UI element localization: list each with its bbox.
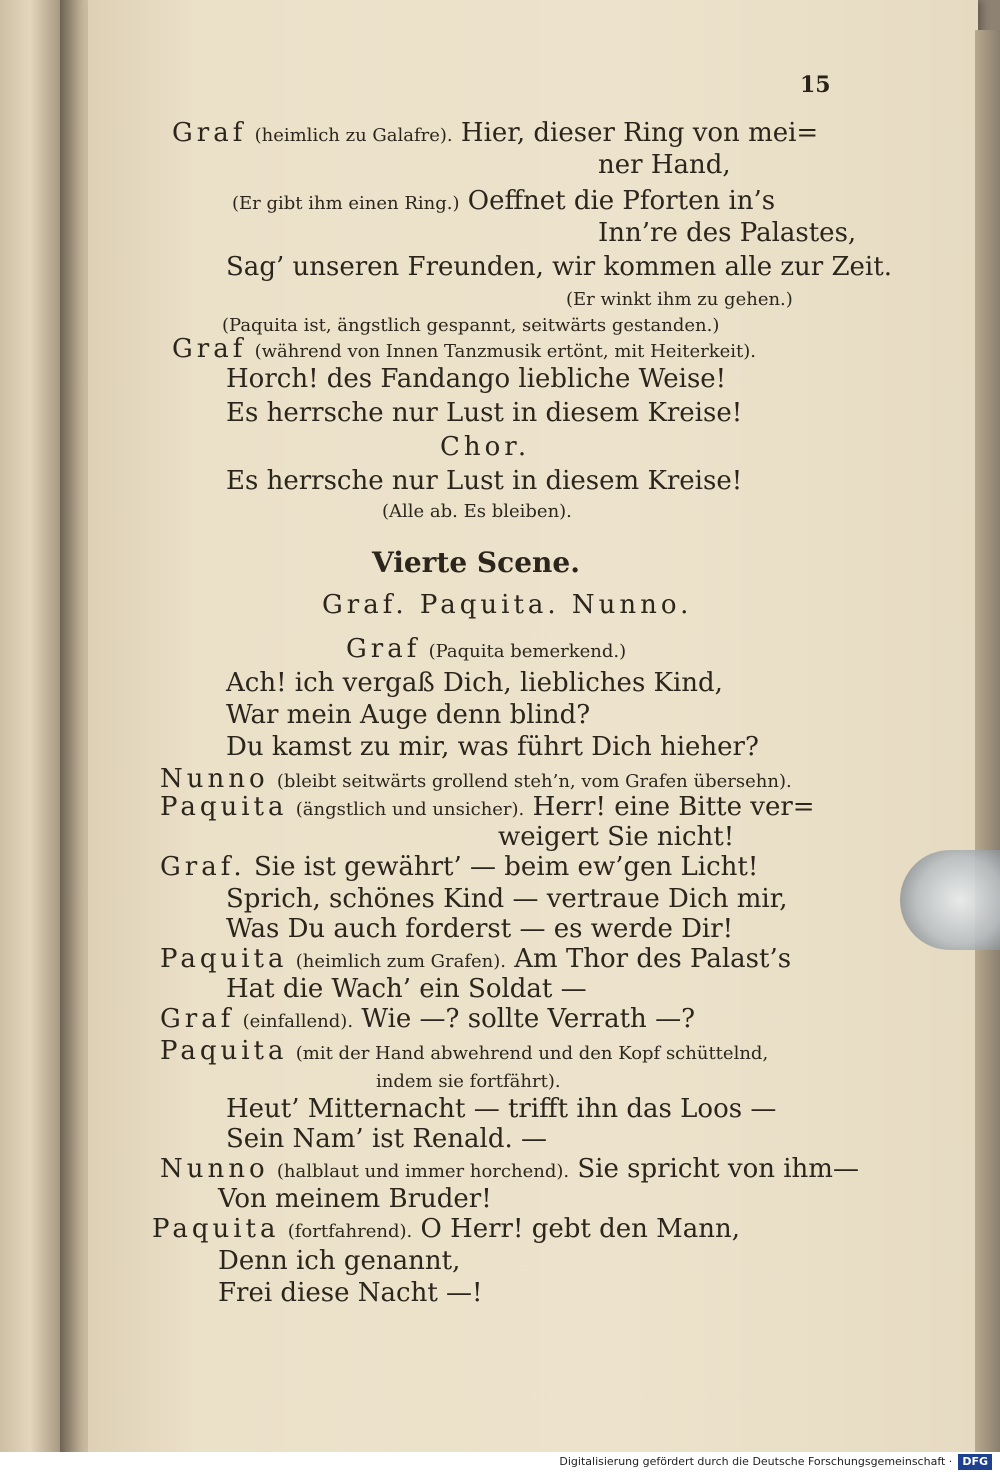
- text-line: [218, 1246, 460, 1276]
- stage-direction: (ängstlich und unsicher).: [295, 799, 525, 820]
- stage-direction: (halblaut und immer horchend).: [276, 1161, 570, 1182]
- stage-direction: (Er winkt ihm zu gehen.): [566, 289, 793, 310]
- verse-text: O Herr! gebt den Mann,: [420, 1214, 740, 1244]
- text-line: [160, 792, 815, 825]
- text-line: [226, 884, 788, 914]
- text-line: [160, 944, 791, 977]
- speaker-name: Paquita: [160, 1036, 288, 1066]
- verse-text: Inn’re des Palastes,: [598, 218, 857, 248]
- speaker-name: Paquita: [160, 792, 288, 822]
- text-line: [160, 852, 758, 882]
- verse-text: War mein Auge denn blind?: [226, 700, 591, 730]
- text-line: [226, 466, 742, 496]
- text-line: [346, 634, 626, 667]
- speaker-name: Graf: [160, 1004, 235, 1034]
- verse-text: Sie spricht von ihm—: [577, 1154, 859, 1184]
- page-edge-stack: [975, 30, 1000, 1452]
- verse-text: Denn ich genannt,: [218, 1246, 461, 1276]
- verse-text: Hier, dieser Ring von mei=: [460, 118, 819, 148]
- verse-text: Sein Nam’ ist Renald. —: [226, 1124, 548, 1154]
- verse-text: Oeffnet die Pforten in’s: [467, 186, 776, 216]
- text-line: [440, 432, 530, 462]
- page-clip: [900, 850, 1000, 950]
- text-line: [218, 1278, 483, 1308]
- verse-text: Sie ist gewährt’ — beim ew’gen Licht!: [253, 852, 759, 882]
- stage-direction: (Paquita ist, ängstlich gespannt, seitwärts gestanden.): [222, 315, 720, 336]
- text-line: [498, 822, 734, 852]
- text-line: [226, 914, 733, 944]
- speaker-name: Graf: [172, 118, 247, 148]
- speaker-name: Nunno: [160, 1154, 269, 1184]
- speaker-name: Chor.: [440, 432, 531, 462]
- stage-direction: (Paquita bemerkend.): [428, 641, 627, 662]
- verse-text: Es herrsche nur Lust in diesem Kreise!: [226, 466, 743, 496]
- text-line: [376, 1064, 561, 1097]
- scene-heading: [372, 548, 580, 578]
- verse-text: Frei diese Nacht —!: [218, 1278, 483, 1308]
- text-line: [172, 334, 756, 367]
- verse-text: Von meinem Bruder!: [218, 1184, 492, 1214]
- text-line: [226, 398, 742, 428]
- verse-text: Hat die Wach’ ein Soldat —: [226, 974, 587, 1004]
- footer-text: Digitalisierung gefördert durch die Deutsche Forschungsgemeinschaft ·: [559, 1455, 953, 1468]
- stage-direction: (heimlich zum Grafen).: [295, 951, 506, 972]
- page-number: 15: [800, 72, 831, 98]
- verse-text: Heut’ Mitternacht — trifft ihn das Loos —: [226, 1094, 777, 1124]
- text-line: [152, 1214, 740, 1247]
- text-line: [322, 590, 692, 620]
- verse-text: Es herrsche nur Lust in diesem Kreise!: [226, 398, 743, 428]
- text-line: [226, 700, 590, 730]
- text-line: [226, 732, 759, 762]
- text-line: [226, 1094, 776, 1124]
- verse-text: ner Hand,: [598, 150, 731, 180]
- dfg-logo: DFG: [958, 1454, 992, 1470]
- text-line: [160, 1004, 695, 1037]
- stage-direction: (mit der Hand abwehrend und den Kopf schüttelnd,: [295, 1043, 769, 1064]
- text-line: [226, 1124, 547, 1154]
- stage-direction: (bleibt seitwärts grollend steh’n, vom Grafen übersehn).: [276, 771, 792, 792]
- speaker-name: Nunno: [160, 764, 269, 794]
- stage-direction: (einfallend).: [242, 1011, 354, 1032]
- verse-text: Wie —? sollte Verrath —?: [361, 1004, 696, 1034]
- verse-text: Sag’ unseren Freunden, wir kommen alle zur Zeit.: [226, 252, 892, 282]
- stage-direction: indem sie fortfährt).: [376, 1071, 561, 1092]
- speaker-name: Graf: [346, 634, 421, 664]
- stage-direction: (fortfahrend).: [287, 1221, 413, 1242]
- text-line: [218, 1184, 492, 1214]
- text-line: [232, 186, 775, 219]
- verse-text: weigert Sie nicht!: [498, 822, 735, 852]
- text-line: [226, 668, 723, 698]
- verse-text: Horch! des Fandango liebliche Weise!: [226, 364, 727, 394]
- book-gutter: [60, 0, 90, 1452]
- verse-text: Du kamst zu mir, was führt Dich hieher?: [226, 732, 759, 762]
- text-line: [598, 218, 856, 248]
- speaker-name: Graf.: [160, 852, 246, 882]
- text-line: [598, 150, 731, 180]
- speaker-name: Paquita: [160, 944, 288, 974]
- text-line: [172, 118, 818, 151]
- verse-text: Sprich, schönes Kind — vertraue Dich mir,: [226, 884, 788, 914]
- verse-text: Was Du auch forderst — es werde Dir!: [226, 914, 734, 944]
- text-line: [382, 494, 572, 527]
- text-line: [226, 252, 892, 282]
- verse-text: Ach! ich vergaß Dich, liebliches Kind,: [226, 668, 723, 698]
- stage-direction: (heimlich zu Galafre).: [254, 125, 453, 146]
- stage-direction: (Er gibt ihm einen Ring.): [232, 193, 460, 214]
- speaker-name: Paquita: [152, 1214, 280, 1244]
- digitization-footer: [0, 1452, 1000, 1472]
- text-line: [160, 1154, 859, 1187]
- speaker-name: Graf: [172, 334, 247, 364]
- speaker-name: Graf. Paquita. Nunno.: [322, 590, 693, 620]
- stage-direction: (Alle ab. Es bleiben).: [382, 501, 572, 522]
- verse-text: Am Thor des Palast’s: [514, 944, 792, 974]
- left-page-edge: [0, 0, 60, 1452]
- verse-text: Herr! eine Bitte ver=: [532, 792, 815, 822]
- stage-direction: (während von Innen Tanzmusik ertönt, mit Heiterkeit).: [254, 341, 756, 362]
- text-line: [226, 974, 587, 1004]
- text-line: [226, 364, 726, 394]
- heading-text: Vierte Scene.: [372, 546, 580, 579]
